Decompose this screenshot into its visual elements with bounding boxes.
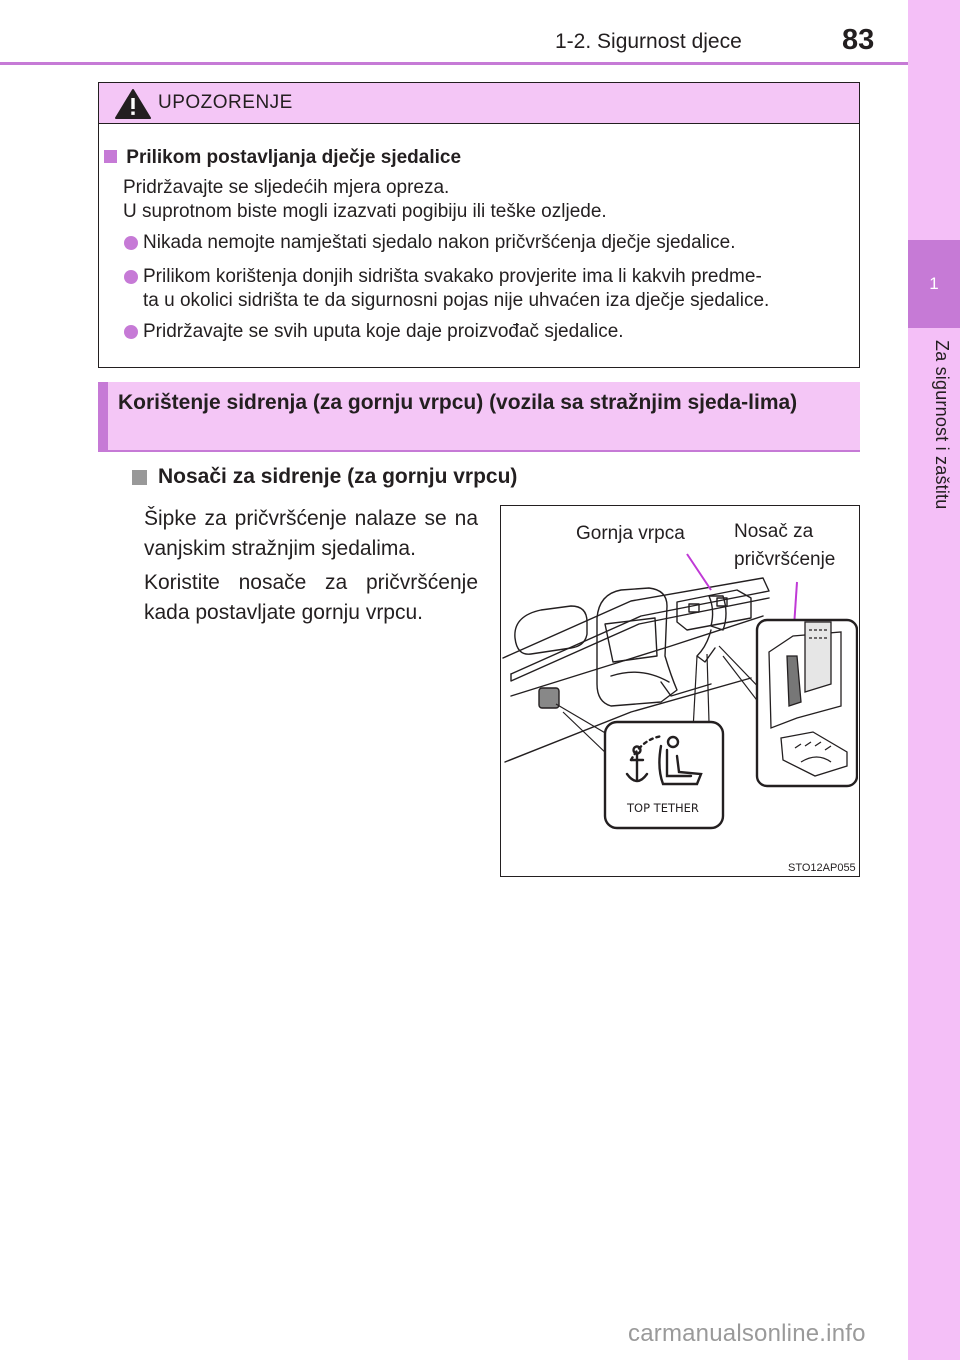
page-number: 83 — [842, 24, 875, 56]
round-bullet-icon — [124, 236, 138, 250]
paragraph-use-brackets: Koristite nosače za pričvršćenje kada postavljate gornju vrpcu. — [144, 571, 478, 624]
warning-subheading-row — [104, 146, 461, 170]
label-bracket-line-1: Nosač za — [734, 521, 814, 542]
round-bullet-icon — [124, 270, 138, 284]
warning-triangle-icon — [114, 88, 152, 120]
warning-title: UPOZORENJE — [158, 92, 293, 113]
section-title: Korištenje sidrenja (za gornju vrpcu) (vozila sa stražnjim sjeda-lima) — [118, 391, 798, 414]
square-bullet-icon — [104, 150, 117, 163]
warning-bullet-2-line-2: ta u okolici sidrišta te da sigurnosni pojas nije uhvaćen iza dječje sjedalice. — [143, 290, 770, 311]
image-code: STO12AP055 — [788, 862, 856, 874]
label-top-tether: Gornja vrpca — [576, 523, 685, 544]
header-divider — [0, 62, 908, 65]
chapter-number: 1 — [929, 274, 939, 293]
warning-bullet-2-line-1: Prilikom korištenja donjih sidrišta svakako provjerite ima li kakvih predme- — [143, 266, 762, 287]
warning-intro-line-1: Pridržavajte se sljedećih mjera opreza. — [123, 177, 450, 198]
header-section-title: 1-2. Sigurnost djece — [555, 30, 742, 53]
side-tab-label: Za sigurnost i zaštitu — [932, 340, 952, 510]
warning-subheading: Prilikom postavljanja dječje sjedalice — [126, 147, 462, 168]
warning-bullet-1: Nikada nemojte namještati sjedalo nakon pričvršćenja dječje sjedalice. — [143, 232, 736, 253]
warning-intro-line-2: U suprotnom biste mogli izazvati pogibiju ili teške ozljede. — [123, 201, 607, 222]
side-tab-strip — [908, 0, 960, 1360]
round-bullet-icon — [124, 325, 138, 339]
warning-bullet-3: Pridržavajte se svih uputa koje daje proizvođač sjedalice. — [143, 321, 624, 342]
footer-watermark[interactable]: carmanualsonline.info — [628, 1320, 866, 1347]
top-tether-badge-text: TOP TETHER — [627, 801, 699, 815]
paragraph-bars-location: Šipke za pričvršćenje nalaze se na vanjskim stražnjim sjedalima. — [144, 507, 478, 560]
label-bracket-line-2: pričvršćenje — [734, 549, 836, 570]
subsection-heading: Nosači za sidrenje (za gornju vrpcu) — [158, 465, 518, 488]
side-tab-chapter[interactable] — [908, 240, 960, 328]
square-bullet-icon — [132, 470, 147, 485]
